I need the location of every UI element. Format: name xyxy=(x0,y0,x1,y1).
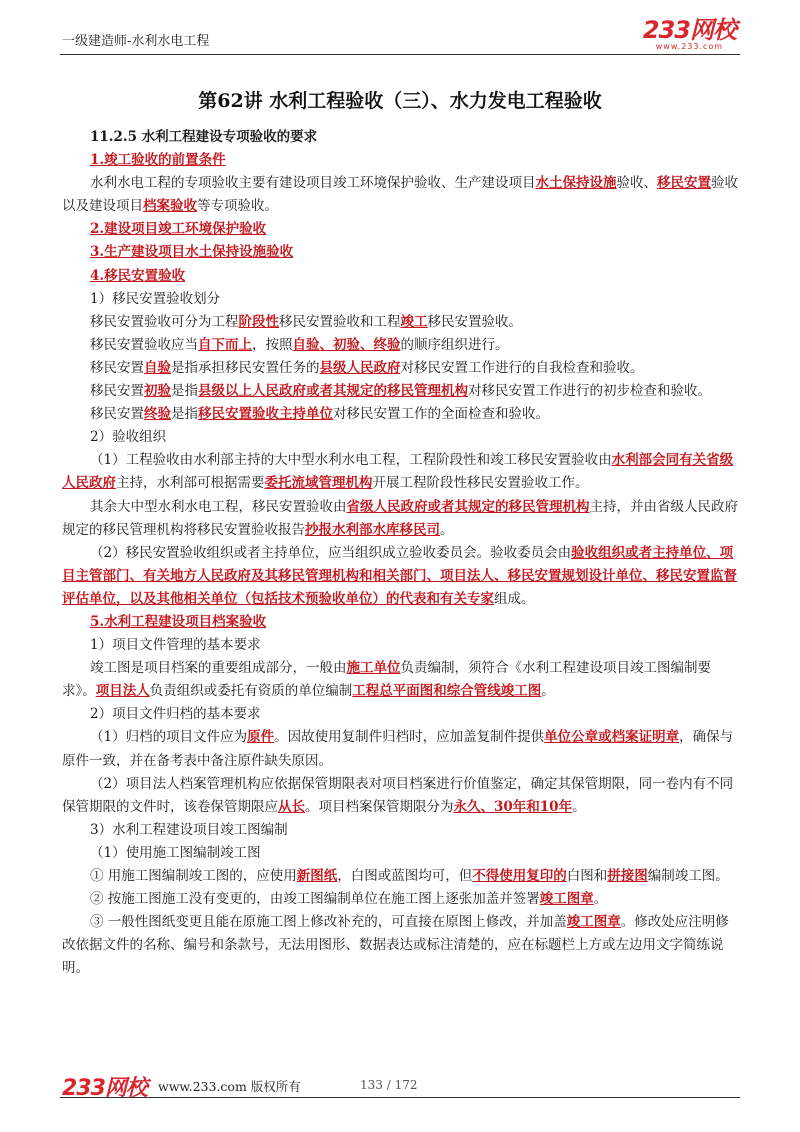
paragraph: ② 按施工图施工没有变更的，由竣工图编制单位在施工图上逐张加盖并签署竣工图章。 xyxy=(90,891,608,908)
subsection-heading-1: 1.竣工验收的前置条件 xyxy=(90,152,226,169)
subsection-heading-5: 5.水利工程建设项目档案验收 xyxy=(90,613,267,630)
item-heading: 1）移民安置验收划分 xyxy=(90,290,221,307)
subsection-heading-3: 3.生产建设项目水土保持设施验收 xyxy=(90,244,294,261)
subsection-heading-4: 4.移民安置验收 xyxy=(90,267,186,284)
paragraph: （2）移民安置验收组织或者主持单位，应当组织成立验收委员会。验收委员会由验收组织或者主持单位、项目主管部门、有关地方人民政府及其移民管理机构和相关部门、项目法人、移民安置规划设计单位、移民安置监督评估单位，以及其他相关单位（包括技术预验收单位）的代表和有关专家组成。 xyxy=(62,544,737,607)
brand-logo-text: 233网校 xyxy=(642,16,736,44)
paragraph: （1）工程验收由水利部主持的大中型水利水电工程，工程阶段性和竣工移民安置验收由水利部会同有关省级人民政府主持，水利部可根据需要委托流域管理机构开展工程阶段性移民安置验收工作。 xyxy=(62,452,734,492)
section-heading: 11.2.5 水利工程建设专项验收的要求 xyxy=(90,129,318,145)
item-heading: （1）使用施工图编制竣工图 xyxy=(90,844,261,861)
paragraph: （1）归档的项目文件应为原件。因故使用复制件归档时，应加盖复制件提供单位公章或档案证明章，确保与原件一致，并在备考表中备注原件缺失原因。 xyxy=(62,729,734,769)
subsection-heading-2: 2.建设项目竣工环境保护验收 xyxy=(90,221,267,238)
paragraph: （2）项目法人档案管理机构应依据保管期限表对项目档案进行价值鉴定，确定其保管期限，同一卷内有不同保管期限的文件时，该卷保管期限应从长。项目档案保管期限分为永久、30年和10年。 xyxy=(62,775,734,815)
paragraph: 移民安置初验是指县级以上人民政府或者其规定的移民管理机构对移民安置工作进行的初步检查和验收。 xyxy=(90,383,711,400)
paragraph: 移民安置自验是指承担移民安置任务的县级人民政府对移民安置工作进行的自我检查和验收。 xyxy=(90,359,644,376)
paragraph: 移民安置验收可分为工程阶段性移民安置验收和工程竣工移民安置验收。 xyxy=(90,313,522,330)
document-body xyxy=(62,126,740,980)
header-doc-title: 一级建造师-水利水电工程 xyxy=(62,34,210,49)
item-heading: 2）项目文件归档的基本要求 xyxy=(90,706,261,723)
item-heading: 2）验收组织 xyxy=(90,429,167,446)
item-heading: 3）水利工程建设项目竣工图编制 xyxy=(90,821,288,838)
footer-copyright: www.233.com 版权所有 xyxy=(158,1079,301,1094)
footer-divider xyxy=(60,1097,740,1098)
paragraph: ① 用施工图编制竣工图的，应使用新图纸，白图或蓝图均可，但不得使用复印的白图和拼接图编制竣工图。 xyxy=(90,868,729,884)
paragraph: ③ 一般性图纸变更且能在原施工图上修改补充的，可直接在原图上修改，并加盖竣工图章。修改处应注明修改依据文件的名称、编号和条款号，无法用图形、数据表达或标注清楚的，应在标题栏上方或左边用文字简练说明。 xyxy=(62,914,729,977)
paragraph: 其余大中型水利水电工程，移民安置验收由省级人民政府或者其规定的移民管理机构主持，并由省级人民政府规定的移民管理机构将移民安置验收报告抄报水利部水库移民司。 xyxy=(62,498,738,538)
header-divider xyxy=(60,54,740,55)
paragraph: 移民安置验收应当自下而上，按照自验、初验、终验的顺序组织进行。 xyxy=(90,336,509,353)
paragraph: 竣工图是项目档案的重要组成部分，一般由施工单位负责编制，须符合《水利工程建设项目竣工图编制要求》。项目法人负责组织或委托有资质的单位编制工程总平面图和综合管线竣工图。 xyxy=(62,660,711,700)
page-number: 133 / 172 xyxy=(360,1078,418,1092)
paragraph: 水利水电工程的专项验收主要有建设项目竣工环境保护验收、生产建设项目水土保持设施验收、移民安置验收以及建设项目档案验收等专项验收。 xyxy=(62,175,738,215)
brand-logo[interactable] xyxy=(643,18,736,51)
lecture-title: 第62讲 水利工程验收（三）、水力发电工程验收 xyxy=(198,90,602,112)
brand-logo-url: www.233.com xyxy=(655,42,724,51)
footer-logo[interactable]: 233网校 xyxy=(62,1076,147,1101)
paragraph: 移民安置终验是指移民安置验收主持单位对移民安置工作的全面检查和验收。 xyxy=(90,406,549,423)
item-heading: 1）项目文件管理的基本要求 xyxy=(90,637,261,654)
